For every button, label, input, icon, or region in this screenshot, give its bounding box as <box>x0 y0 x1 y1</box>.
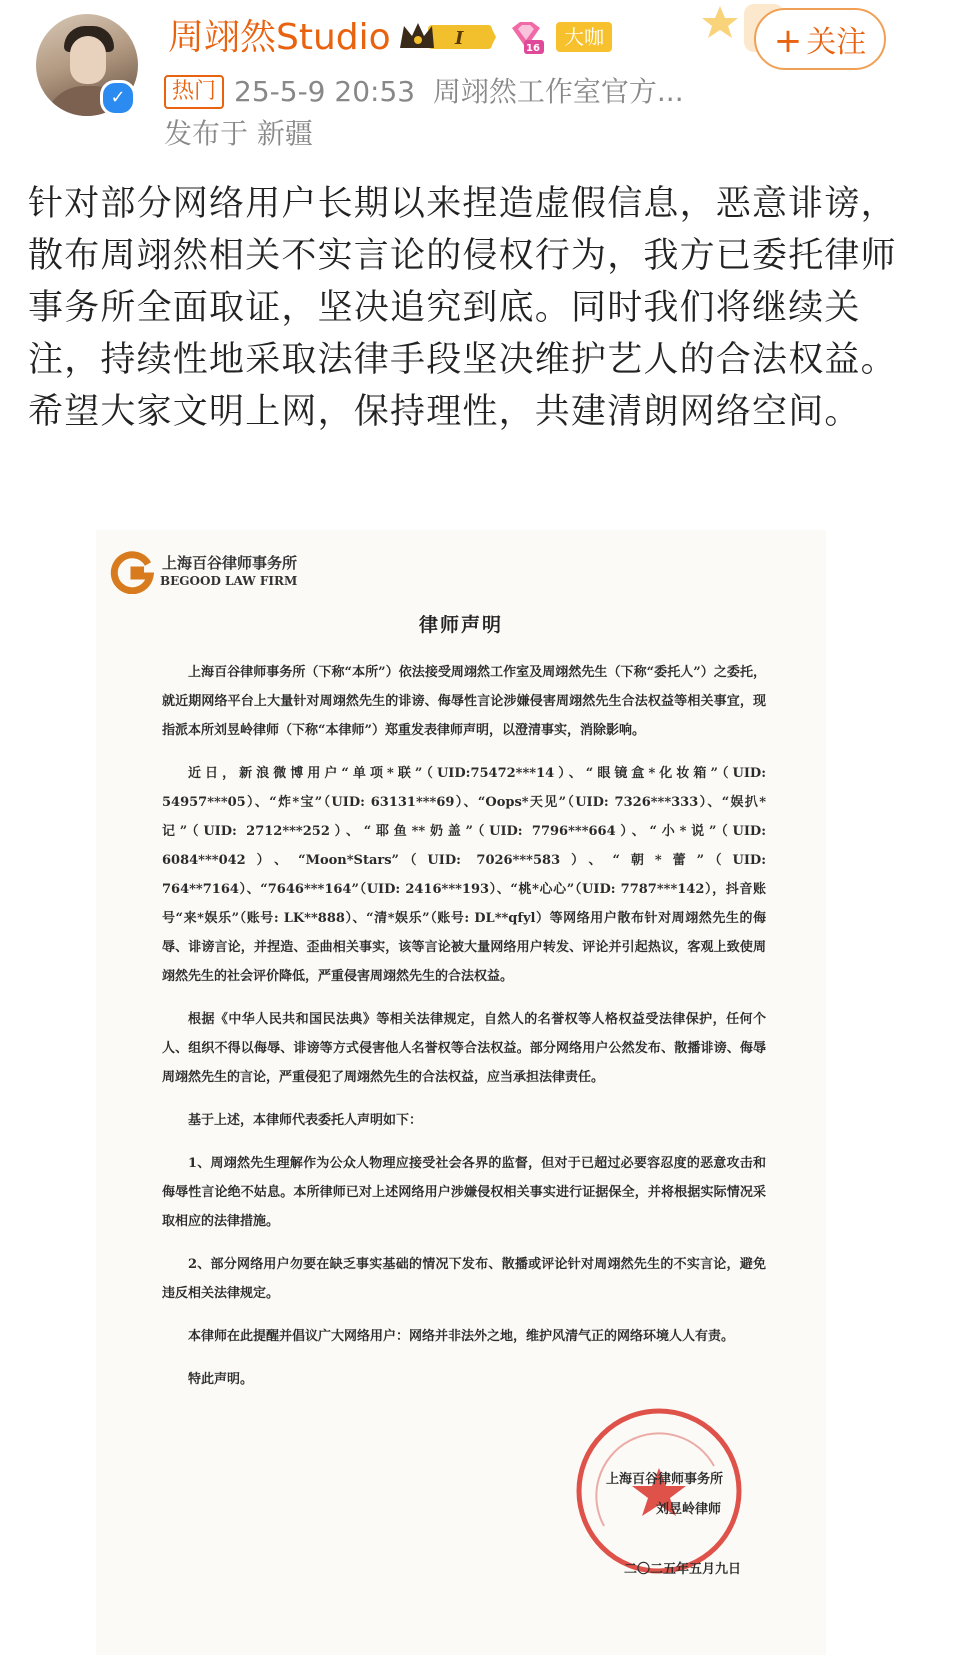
document-paragraph: 特此声明。 <box>188 1372 254 1387</box>
attached-image[interactable] <box>96 530 826 1655</box>
author-name[interactable]: 周翊然Studio <box>168 17 391 58</box>
document-paragraph: 上海百谷律师事务所（下称“本所”）依法接受周翊然工作室及周翊然先生（下称“委托人”）之委托，就近期网络平台上大量针对周翊然先生的诽谤、侮辱性言论涉嫌侵害周翊然先生合法权益等相关事宜，现指派本所刘昱岭律师（下称“本律师”）郑重发表律师声明，以澄清事实，消除影响。 <box>162 665 766 738</box>
post-datetime: 25-5-9 20:53 <box>234 75 416 108</box>
post-meta <box>164 74 684 110</box>
pink-diamond-icon <box>508 20 544 54</box>
follow-button[interactable] <box>754 8 886 70</box>
document-paragraph: 近日，新浪微博用户“单项*联”（UID:75472***14）、“眼镜盒*化妆箱”（UID: 54957***05）、“炸*宝”（UID: 63131***69）、“Oops*天见”（UID: 7326***333）、“娱扒*记”（UID: 2712***252）、“耶鱼**奶盖”（UID: 7796***664）、“小*说”（UID: 6084***042）、“Moon*Stars”（UID: 7026***583）、“朝*蕾”（UID: 764**7164）、“7646***164”（UID: 2416***193）、“桃*心心”（UID: 7787***142），抖音账号“来*娱乐”（账号: LK**888）、“清*娱乐”（账号: DL**qfyl）等网络用户散布针对周翊然先生的侮辱、诽谤言论，并捏造、歪曲相关事实，该等言论被大量网络用户转发、评论并引起热议，客观上致使周翊然先生的社会评价降低，严重侵害周翊然先生的合法权益。 <box>162 766 766 984</box>
badge-level: I <box>455 28 464 49</box>
post-source[interactable]: 周翊然工作室官方... <box>432 75 684 108</box>
document-title: 律师声明 <box>418 614 503 636</box>
follow-label: 关注 <box>806 25 867 60</box>
document-body <box>162 658 766 1408</box>
document-date: 二〇二五年五月九日 <box>624 1562 742 1577</box>
dakai-badge: 大咖 <box>556 22 612 52</box>
firm-name-en: BEGOOD LAW FIRM <box>160 574 298 588</box>
document-paragraph: 根据《中华人民共和国民法典》等相关法律规定，自然人的名誉权等人格权益受法律保护，任何个人、组织不得以侮辱、诽谤等方式侵害他人名誉权等合法权益。部分网络用户公然发布、散播诽谤、侮辱周翊然先生的言论，严重侵犯了周翊然先生的合法权益，应当承担法律责任。 <box>162 1012 766 1085</box>
plus-icon: + <box>773 21 803 61</box>
document-paragraph: 本律师在此提醒并倡议广大网络用户：网络并非法外之地，维护风清气正的网络环境人人有责。 <box>188 1329 735 1344</box>
document-paragraph: 基于上述，本律师代表委托人声明如下： <box>188 1113 423 1128</box>
post-content: 针对部分网络用户长期以来捏造虚假信息，恶意诽谤，散布周翊然相关不实言论的侵权行为，我方已委托律师事务所全面取证，坚决追究到底。同时我们将继续关注，持续性地采取法律手段坚决维护艺人的合法权益。希望大家文明上网，保持理性，共建清朗网络空间。 <box>28 184 897 432</box>
firm-name-cn: 上海百谷律师事务所 <box>162 554 298 572</box>
signature-firm: 上海百谷律师事务所 <box>606 1472 724 1487</box>
hot-tag[interactable]: 热门 <box>164 75 224 109</box>
document-paragraph: 2、部分网络用户勿要在缺乏事实基础的情况下发布、散播或评论针对周翊然先生的不实言论，避免违反相关法律规定。 <box>162 1257 766 1301</box>
document-paragraph: 1、周翊然先生理解作为公众人物理应接受社会各界的监督，但对于已超过必要容忍度的恶意攻击和侮辱性言论绝不姑息。本所律师已对上述网络用户涉嫌侵权相关事实进行证据保全，并将根据实际情况采取相应的法律措施。 <box>162 1156 766 1229</box>
post-location: 发布于 新疆 <box>164 117 313 150</box>
pink-badge-number: 16 <box>526 43 540 54</box>
crown-badge-icon <box>398 20 496 54</box>
post-header <box>0 0 960 170</box>
verified-icon: ✓ <box>100 80 136 116</box>
firm-logo-icon <box>110 550 154 594</box>
seal-stamp-icon <box>574 1406 744 1576</box>
signature-lawyer: 刘昱岭律师 <box>656 1502 722 1517</box>
